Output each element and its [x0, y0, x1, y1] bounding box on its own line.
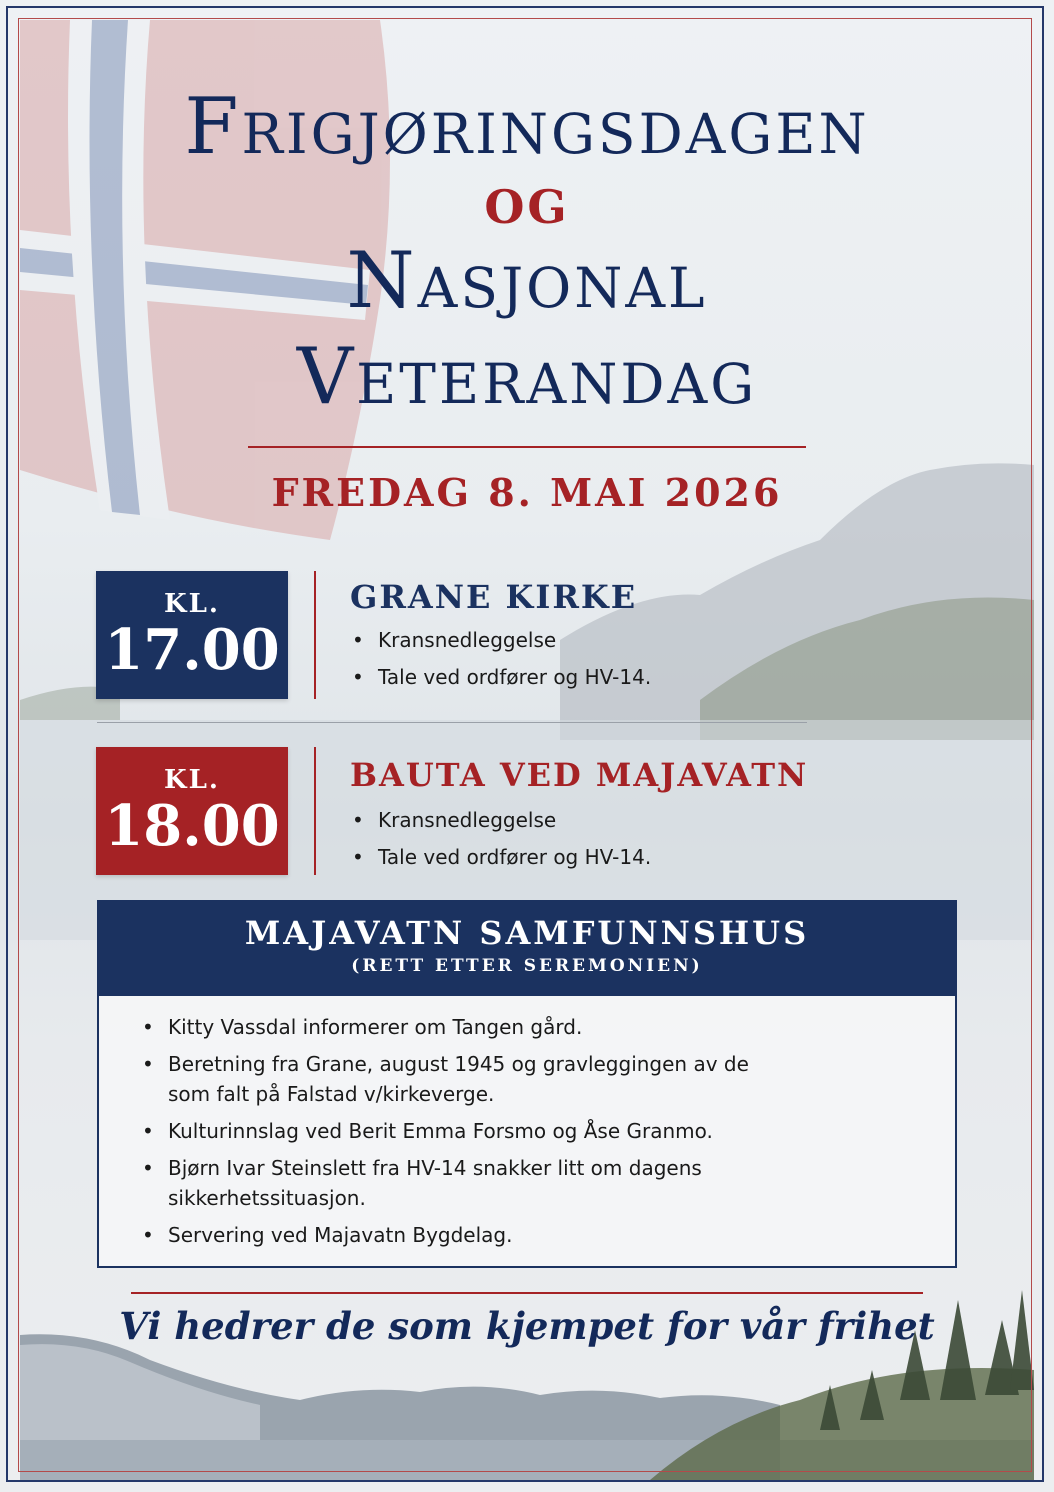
- time-value: 18.00: [104, 793, 280, 859]
- title-divider: [248, 446, 806, 448]
- motto-divider: [131, 1292, 923, 1294]
- event-title-2: BAUTA VED MAJAVATN: [350, 756, 809, 794]
- hall-title: MAJAVATN SAMFUNNSHUS: [244, 914, 810, 952]
- time-value: 17.00: [104, 617, 280, 683]
- hall-subtitle: (RETT ETTER SEREMONIEN): [351, 956, 703, 976]
- list-item: • Tale ved ordfører og HV-14.: [350, 659, 651, 696]
- list-item: • Kransnedleggelse: [350, 622, 651, 659]
- event-separator: [97, 722, 807, 723]
- list-item: • Kransnedleggelse: [350, 802, 651, 839]
- hall-header: [97, 900, 957, 996]
- title-line-2: OG: [484, 180, 570, 234]
- list-item: • Kitty Vassdal informerer om Tangen gård.: [140, 1012, 840, 1042]
- list-item: • Servering ved Majavatn Bygdelag.: [140, 1220, 840, 1250]
- event-list-2: [350, 802, 651, 876]
- time-prefix: KL.: [164, 765, 220, 795]
- event-list-1: [350, 622, 651, 696]
- title-line-4: Veterandag: [296, 332, 758, 422]
- title-line-3: Nasjonal: [346, 236, 708, 326]
- time-prefix: KL.: [164, 589, 220, 619]
- event-date: FREDAG 8. MAI 2026: [271, 470, 783, 515]
- time-box-1: [96, 571, 288, 699]
- time-box-2: [96, 747, 288, 875]
- list-item: • Kulturinnslag ved Berit Emma Forsmo og Åse Granmo.: [140, 1116, 840, 1146]
- list-item: • Beretning fra Grane, august 1945 og gravleggingen av de som falt på Falstad v/kirkeverge.: [140, 1049, 768, 1109]
- list-item: • Tale ved ordfører og HV-14.: [350, 839, 651, 876]
- hall-program-list: [140, 1012, 840, 1257]
- motto: Vi hedrer de som kjempet for vår frihet: [119, 1304, 935, 1348]
- list-item: • Bjørn Ivar Steinslett fra HV-14 snakker litt om dagens sikkerhetssituasjon.: [140, 1153, 708, 1213]
- event-title-1: GRANE KIRKE: [350, 578, 638, 616]
- event-divider-2: [314, 747, 316, 875]
- title-line-1: Frigjøringsdagen: [184, 82, 870, 172]
- event-divider-1: [314, 571, 316, 699]
